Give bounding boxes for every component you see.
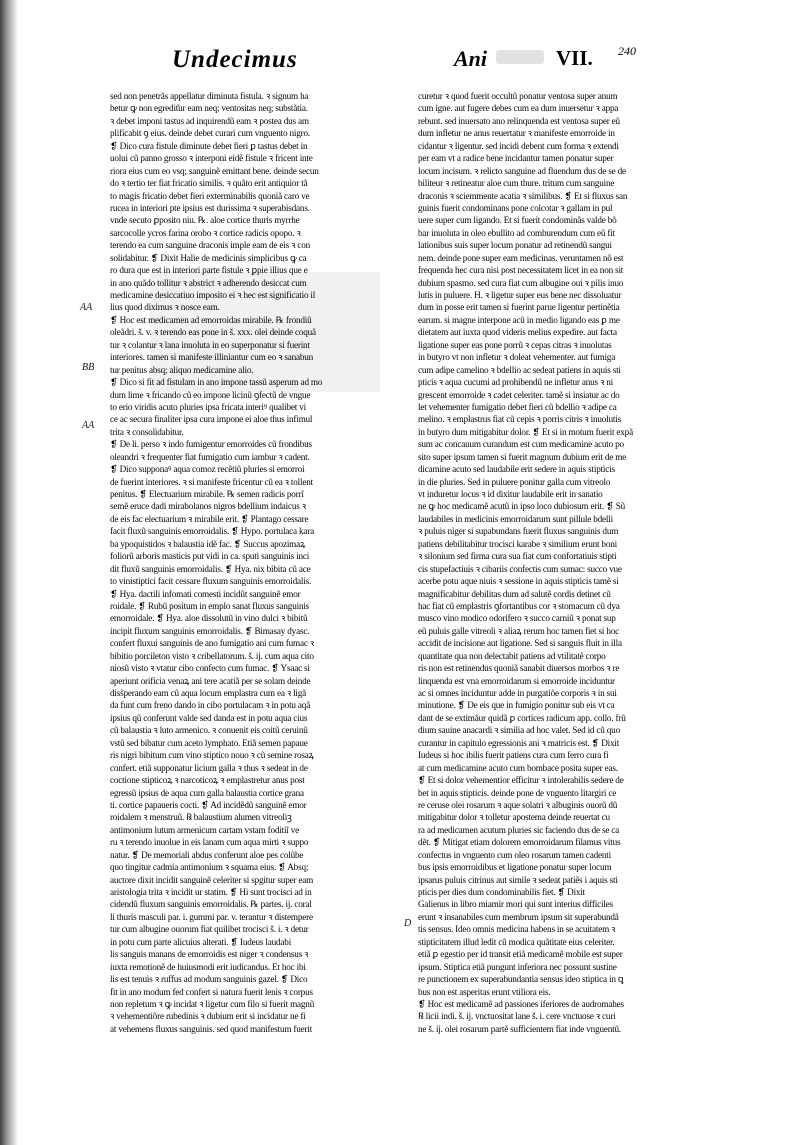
text-line: de fuerint interiores. ꝛ si manifeste fricentur cũ ea ꝛ tollent xyxy=(110,476,314,487)
text-line: ❡ De li. perso ꝛ indo fumigentur emorroides cũ frondibus xyxy=(110,439,312,450)
text-line: ac si omnes inciduntur adde in purgatiõe corporis ꝛ in sui xyxy=(418,688,617,698)
text-line: medicamine desiccatiuo imposito ei ꝛ hec est significatio il xyxy=(110,290,316,300)
text-line: ❡ Dico cura fistule diminute debet fieri ꝑ tastus debet in xyxy=(110,140,308,151)
text-line: biliteur ꝛ retineatur aloe cum thure. tritum cum sanguine xyxy=(418,178,615,189)
text-line: uere super cum ligando. Et si fuerit condominãs valde bõ xyxy=(418,215,617,226)
text-line: in butyro dum mitigabitur dolor. ❡ Et si in motum fuerit expã xyxy=(418,426,633,437)
text-line: incipit fluxum sanguinis emorroidalis. ❡ Bimasay dyasc. xyxy=(110,625,310,636)
text-line: coctione stipticoꝝ ꝛ narcoticoꝝ ꝛ emplastretur anus post xyxy=(110,775,305,786)
header-smudge xyxy=(496,50,544,64)
text-line: cidantur ꝛ ligentur. sed incidi debent cum forma ꝛ extendi xyxy=(418,140,619,151)
text-line: bus non est asperitas erunt vtiliora eis. xyxy=(418,986,551,997)
text-line: da funt cum freno dando in cibo portulacam ꝛ in potu aqã xyxy=(110,700,311,711)
text-line: vt induretur locus ꝛ id dixitur laudabile erit in sanatio xyxy=(418,489,603,499)
text-line: niosũ visto ꝛ vtatur cibo confecto cum fumac. ❡ Ysaac si xyxy=(110,663,310,674)
text-line: grescent emorroide ꝛ cadet celeriter. tamẽ si insiatur ac do xyxy=(418,389,620,400)
text-line: antimonium lutum armenicum cartam vstam foditiĩ ve xyxy=(110,824,300,835)
margin-note-aa-2: AA xyxy=(82,420,95,431)
running-head-left: Undecimus xyxy=(172,46,298,73)
text-line: quantitate qua non delectabit patiens ad vtilitatẽ corpo xyxy=(418,650,606,661)
text-line: do ꝛ tertio ter fiat fricatio similis. ꝛ quãto erit antiquior tã xyxy=(110,178,308,189)
right-text-column xyxy=(418,90,688,1035)
text-line: ℞ licii indi. š. ij. vnctuositat lane š. i. cere vnctuose ꝛ curi xyxy=(418,1011,616,1022)
text-line: emorroidale. ❡ Hya. aloe dissolutũ in vino dulci ꝛ bibitũ xyxy=(110,613,308,624)
text-line: to erio viridis acuto pluries ipsa fricata interiꝰ qualibet vi xyxy=(110,401,306,412)
text-line: in ano quãdo tollitur ꝛ abstrict ꝛ adherendo desiccat cum xyxy=(110,277,307,288)
text-line: cũ balaustia ꝛ luto armenico. ꝛ conuenit eis coitũ ceruinũ xyxy=(110,725,308,736)
text-line: acerbe potu aque niuis ꝛ sessione in aquis stipticis tamẽ si xyxy=(418,576,619,587)
left-text-column xyxy=(110,90,368,1035)
text-line: dubium spasmo. sed cura fiat cum albugine oui ꝛ pilis inuo xyxy=(418,277,624,288)
text-line: rebunt. sed inuersato ano relinquenda est ventosa super eũ xyxy=(418,115,620,126)
text-line: cum igne. aut fugere debes cum ea dum inuersetur ꝛ appa xyxy=(418,103,619,114)
text-line: betur ꝙ non egredit͂ur eam neq; ventositas neq; substãtia. xyxy=(110,103,308,114)
text-line: dietatem aut iuxta quod videris melius expedire. aut facta xyxy=(418,327,617,338)
text-line: eũ puluis galle vitreoli ꝛ aliaꝝ rerum hoc tamen fiet si hoc xyxy=(418,625,620,636)
text-line: dant de se extimãur quidã ꝑ cortices radicum app. collo. frũ xyxy=(418,712,626,723)
text-line: dum infletur ne anus reuertatur ꝛ manifeste emorroide in xyxy=(418,128,615,139)
text-line: penitus. ❡ Electuarium mirabile. ℞ semen radicis porrĩ xyxy=(110,489,304,499)
text-line: quo tingitur cadmia antimonium ꝛ squama eius. ❡ Absq; xyxy=(110,862,309,873)
text-line: draconis ꝛ sciemmente acatia ꝛ similibus. ❡ Et si fluxus san xyxy=(418,190,628,201)
text-line: ra ad medicamen acutum pluries sic faciendo dus de se ca xyxy=(418,824,620,835)
text-line: auctore dixit incidit sanguinẽ celeriter si spgitur super eam xyxy=(110,874,314,885)
text-line: sito super ipsum tamen si fuerit magnum dubium erit de me xyxy=(418,451,627,462)
text-line: iuxta remotionẽ de huiusmodi erit iudicandus. Et hoc ibi xyxy=(110,961,306,972)
text-line: mitigabitur dolor ꝛ tolletur apostema deinde reuertat cu xyxy=(418,812,610,823)
text-line: oleandri ꝛ frequenter fiat fumigatio cum iambur ꝛ cadent. xyxy=(110,451,310,462)
text-line: ❡ Hya. dactili infomati comesti incidũt sanguinẽ emor xyxy=(110,588,301,599)
text-line: dum in posse erit tamen si fuerint parue ligentur pertinẽtia xyxy=(418,302,620,313)
text-line: ꝛ puluis niger si supabundans fuerit fluxus sanguinis dum xyxy=(418,526,619,537)
margin-note-bb: BB xyxy=(82,362,95,373)
text-line: tur cum albugine ouorum fiat quilibet trocisci š. i. ꝛ detur xyxy=(110,924,309,935)
text-line: ipsum. Stiptica etiã pungunt inferiora nec possunt sustine xyxy=(418,961,617,972)
text-line: vstũ sed bibatur cum aceto lymphato. Etiã semen papaue xyxy=(110,737,308,748)
text-line: ru ꝛ terendo inuolue in eis lanam cum aqua mirti ꝛ suppo xyxy=(110,837,309,848)
text-line: stipticitatem illud ledit cũ modica quãtitate eius celeriter. xyxy=(418,936,615,947)
text-line: aristologia trita ꝛ incidit ur statim. ❡ Hi sunt trocisci ad in xyxy=(110,887,312,897)
text-line: in die pluries. Sed in puluere ponitur galla cum vitreolo xyxy=(418,476,611,487)
text-line: bet in aquis stipticis. deinde pone de vnguento litargiri ce xyxy=(418,787,617,798)
text-line: bus ipsis emorroidibus et ligatione ponatur super locum xyxy=(418,862,612,873)
text-line: erunt ꝛ insanabiles cum membrum ipsum sit superabundã xyxy=(418,911,619,922)
margin-note-d: D xyxy=(404,918,412,929)
text-line: ꝛ silonium sed firma cura sua fiat cum confortatiuis stipti xyxy=(418,551,617,562)
text-line: diss̃perando eam cũ aqua locum emplastra cum ea ꝛ ligã xyxy=(110,688,307,698)
text-line: ba ypoquistidos ꝛ balaustia idẽ fac. ❡ Succus apozimaꝝ xyxy=(110,538,306,549)
text-line: rucea in interiori pte ipsius est durissima ꝛ superabisdans. xyxy=(110,202,310,213)
text-line: roidale. ❡ Rubũ positum in emplo sanat fluxus sanguinis xyxy=(110,600,310,611)
text-line: in potu cum parte alicuius alterati. ❡ Iudeus laudabi xyxy=(110,936,292,947)
text-line: terendo ea cum sanguine draconis imple eam de eis ꝛ con xyxy=(110,240,310,251)
text-line: ❡ Et si dolor vehementior efficitur ꝛ intolerabilis sedere de xyxy=(418,775,624,786)
text-line: dicamine acuto sed laudabile erit sedere in aquis stipticis xyxy=(418,464,615,475)
text-line: aperiunt orificia venaꝝ ani tere acatiã per se solam deinde xyxy=(110,675,311,686)
text-line: nem. deinde pone super eam medicinas. veruntamen nõ est xyxy=(418,252,624,263)
text-line: to vinistiptici facit cessare fluxum sanguinis emorroidalis. xyxy=(110,576,312,587)
text-line: ipsarus puluis citrinus aut simile ꝛ sedeat patiẽs i aquis sti xyxy=(418,874,618,885)
text-line: patiens debilitabitur trocisci karabe ꝛ similium erunt boni xyxy=(418,538,617,549)
text-line: hac fiat cũ emplastris ꝯfortantibus cor ꝛ stomacum cũ dya xyxy=(418,600,620,611)
text-line: ❡ Dico supponaꝰ aqua comoz recẽtiũ pluries si emorroi xyxy=(110,464,305,475)
running-head-right: Ani xyxy=(454,46,488,71)
text-line: tur penitus absq; aliquo medicamine alio. xyxy=(110,364,254,375)
text-line: ❡ Hoc est medicamen ad emorroidas mirabile. ℞ frondiũ xyxy=(110,314,312,325)
text-line: bar inuoluta in oleo ebullito ad comburendum cum eũ fit xyxy=(418,227,615,238)
text-line: musco vino modico odorifero ꝛ succo carniũ ꝛ ponat sup xyxy=(418,613,616,624)
text-line: tur ꝛ colantur ꝛ lana inuoluta in eo superponatur si fuerint xyxy=(110,339,310,350)
text-line: egressũ ipsius de aqua cum galla balaustia cortice grana xyxy=(110,787,304,798)
text-line: ❡ Hoc est medicamẽ ad passiones iferiores de audromahes xyxy=(418,998,624,1009)
text-line: Galienus in libro miamir mori qui sunt interius difficiles xyxy=(418,899,613,910)
text-line: confert. etiã supponatur licium galla ꝛ thus ꝛ sedeat in de xyxy=(110,762,308,773)
text-line: lutis in puluere. H. ꝛ ligetur super eus bene nec dissoluatur xyxy=(418,290,622,300)
text-line: li thuris masculi par. i. gummi par. v. terantur ꝛ distempere xyxy=(110,911,313,922)
text-line: sum ac concauum curandum est cum medicamine acuto po xyxy=(418,439,624,450)
text-line: riora eius cum eo vsq; sanguinẽ emittant bene. deinde secun xyxy=(110,165,319,176)
text-line: ipsius qũ conferunt valde sed danda est in potu aqua cius xyxy=(110,712,308,723)
text-line: re ceruse olei rosarum ꝛ aque solatri ꝛ albuginis ouorũ dũ xyxy=(418,799,618,810)
text-line: per eam vt a radice bene incidantur tamen ponatur super xyxy=(418,153,614,164)
text-line: ris non est retinendus quoniã sanabit diuersos morbos ꝛ re xyxy=(418,663,620,674)
text-line: let vehementer fumigatio debet fieri cũ bdellio ꝛ adipe ca xyxy=(418,401,617,412)
text-line: solidabitur. ❡ Dixit Halie de medicinis simplicibus ꝙ ca xyxy=(110,252,307,263)
text-line: lius quod diximus ꝛ nosce eam. xyxy=(110,302,220,313)
text-line: ro dura que est in interiori parte fistule ꝛ ꝑpie illius que e xyxy=(110,265,308,276)
text-line: dum lime ꝛ fricando cũ eo impone licinũ ꝯfectũ de vngue xyxy=(110,389,311,400)
text-line: sed non penetrãs appellatur diminuta fistula. ꝛ signum ha xyxy=(110,91,309,101)
text-line: ꝛ vehementiõre rubedinis ꝛ dubium erit si incidatur ne fi xyxy=(110,1011,306,1022)
margin-note-aa-1: AA xyxy=(80,302,93,313)
text-line: at vehemens fluxus sanguinis. sed quod manifestum fuerit xyxy=(110,1023,313,1034)
text-line: confert fluxui sanguinis de ano fumigatio ani cum fumac ꝛ xyxy=(110,638,314,649)
text-line: to magis fricatio debet fieri exterminabilis quoniã caro ve xyxy=(110,190,310,201)
text-line: vnde secuto ꝑposito niu. ℞. aloe cortice thuris myrrhe xyxy=(110,215,300,226)
text-line: dit fluxũ sanguinis emorroidalis. ❡ Hya. nix bibita cũ ace xyxy=(110,563,311,574)
running-head-roman: VII. xyxy=(556,46,593,70)
text-line: laudabiles in medicinis emorroidarum sunt pillule bdelli xyxy=(418,513,613,524)
text-line: ligatione super eas pone porrũ ꝛ cepas citras ꝛ inuolutas xyxy=(418,339,612,350)
folio-number: 240 xyxy=(618,44,636,58)
text-line: etiã ꝑ egestio per id transit etiã medicamẽ mobile est super xyxy=(418,949,623,960)
text-line: curantur in capitulo egressionis ani ꝛ matricis est. ❡ Dixit xyxy=(418,737,620,748)
text-line: interiores. tamen si manifeste illiniantur cum eo ꝛ sanabun xyxy=(110,352,314,363)
text-line: guinis fuerit condominans pone colcotar ꝛ gallam in pul xyxy=(418,202,613,213)
text-line: roidalem ꝛ menstruũ. ℞ balaustium alumen vitreoliꝫ xyxy=(110,812,292,823)
text-line: facit fluxũ sanguinis emorroidalis. ❡ Hypo. portulaca kara xyxy=(110,526,315,537)
text-line: dium sauine anacardi ꝛ similia ad hoc valet. Sed id cũ quo xyxy=(418,725,620,736)
text-line: oleãdri. š. v. ꝛ terendo eas pone in š. xxx. olei deinde coquã xyxy=(110,327,316,338)
text-line: non repletum ꝛ ꝙ incidat ꝛ ligetur cum filo si fuerit magnũ xyxy=(110,998,315,1009)
text-line: ꝛ debet imponi tastus ad inquirendũ eam ꝛ postea dus am xyxy=(110,115,309,126)
text-line: minutione. ❡ De eis que in fumigio ponitur sub eis vt ca xyxy=(418,700,615,711)
text-line: bibitio porcileton visto ꝛ cribellatorum. š. ij. cum aqua cito xyxy=(110,650,314,661)
text-line: accidit de incisione aut ligatione. Sed si sanguis fluit in illa xyxy=(418,638,622,649)
text-line: pticis per dies dum condominabilis fiet. ❡ Dixit xyxy=(418,887,586,897)
text-line: Iudeus si hoc ibilis fuerit patiens cura cum ferro cura fi xyxy=(418,750,609,761)
text-line: earum. si magne interpone acũ in medio ligando eas ꝑ me xyxy=(418,314,620,325)
text-line: uolui cũ panno grosso ꝛ interponi eidẽ fistule ꝛ fricent inte xyxy=(110,153,313,164)
text-line: confectus in vnguento cum oleo rosarum tamen cadenti xyxy=(418,849,611,860)
text-line: de eis fac electuarium ꝛ mirabile erit. ❡ Plantago cessare xyxy=(110,513,309,524)
text-line: curetur ꝛ quod fuerit occultũ ponatur ventosa super anum xyxy=(418,91,618,101)
text-line: dẽt. ❡ Mitigat etiam dolorem emorroidarum filamus vitus xyxy=(418,837,621,848)
text-line: ce ac secura finaliter ipsa cura impone ei aloe thus infimul xyxy=(110,414,313,425)
text-line: ne ꝙ hoc medicamẽ acutũ in ipso loco dubiosum erit. ❡ Sũ xyxy=(418,501,626,512)
text-line: lis sanguis manans de emorroidis est niger ꝛ condensus ꝛ xyxy=(110,949,309,960)
text-line: semẽ eruce dadi mirabolanos nigros bdellium indaicus ꝛ xyxy=(110,501,306,512)
text-line: lis est tenuis ꝛ ruffus ad modum sanguinis gazel. ❡ Dico xyxy=(110,974,308,985)
text-line: sarcocolle ycros farina orobo ꝛ cortice radicis opopo. ꝛ xyxy=(110,227,301,238)
text-line: magnificabitur debilitas dum ad salutẽ cordis detinet cũ xyxy=(418,588,611,599)
text-line: cum adipe camelino ꝛ bdellio ac sedeat patiens in aquis sti xyxy=(418,364,621,375)
text-line: trita ꝛ consolidabitur. xyxy=(110,426,184,437)
text-line: tis sensus. Ideo omnis medicina habens in se acuitatem ꝛ xyxy=(418,924,616,935)
text-line: in butyro vt non infletur ꝛ doleat vehementer. aut fumiga xyxy=(418,352,616,363)
text-line: linquenda est vna emorroidarum si emorroide inciduntur xyxy=(418,675,615,686)
text-line: ❡ Dico si fit ad fistulam in ano impone tassũ asperum ad mo xyxy=(110,377,323,388)
text-line: ris nigri bibitum cum vino stiptico nouo ꝛ cũ semine rosaꝝ xyxy=(110,750,314,761)
text-line: at cum medicamine acuto cum bombace posita super eas. xyxy=(418,762,618,773)
text-line: lationibus suis super locum ponatur ad retinendũ sangui xyxy=(418,240,612,251)
text-line: re punctionem ex superabundantia sensus ideo stiptica in ꝗ xyxy=(418,974,624,985)
text-line: melino. ꝛ emplastrus fiat cũ cepis ꝛ porris citris ꝛ inuolutis xyxy=(418,414,622,425)
text-line: pticis ꝛ aqua cucumi ad prohibendũ ne infletur anus ꝛ ni xyxy=(418,377,613,388)
text-line: natur. ❡ De memoriali abdus conferunt aloe pes colũbe xyxy=(110,849,304,860)
text-line: cis stupefactiuis ꝛ cibariis confectis cum sumac: succo vue xyxy=(418,563,622,574)
text-line: ti. cortice papaueris cocti. ❡ Ad incidẽdũ sanguinẽ emor xyxy=(110,799,307,810)
text-line: locum incisum. ꝛ relicto sanguine ad fluendum dus de se de xyxy=(418,165,626,176)
text-line: cidendũ fluxum sanguinis emorroidalis. ℞ partes. ij. coral xyxy=(110,899,312,910)
text-line: fit in ano modum fed confert si natura fuerit lenis ꝛ corpus xyxy=(110,986,313,997)
text-line: ne š. ij. olei rosarum partẽ sufficientem fiat inde vnguentũ. xyxy=(418,1023,621,1034)
text-line: frequenda hec cura nisi post necessitatem licet in ea non sit xyxy=(418,265,624,276)
text-line: foliorũ arboris masticis put vidi in ca. sputi sanguinis inci xyxy=(110,551,310,562)
text-line: plificabit ꝯ eius. deinde debet curari cum vnguento nigro. xyxy=(110,128,310,139)
